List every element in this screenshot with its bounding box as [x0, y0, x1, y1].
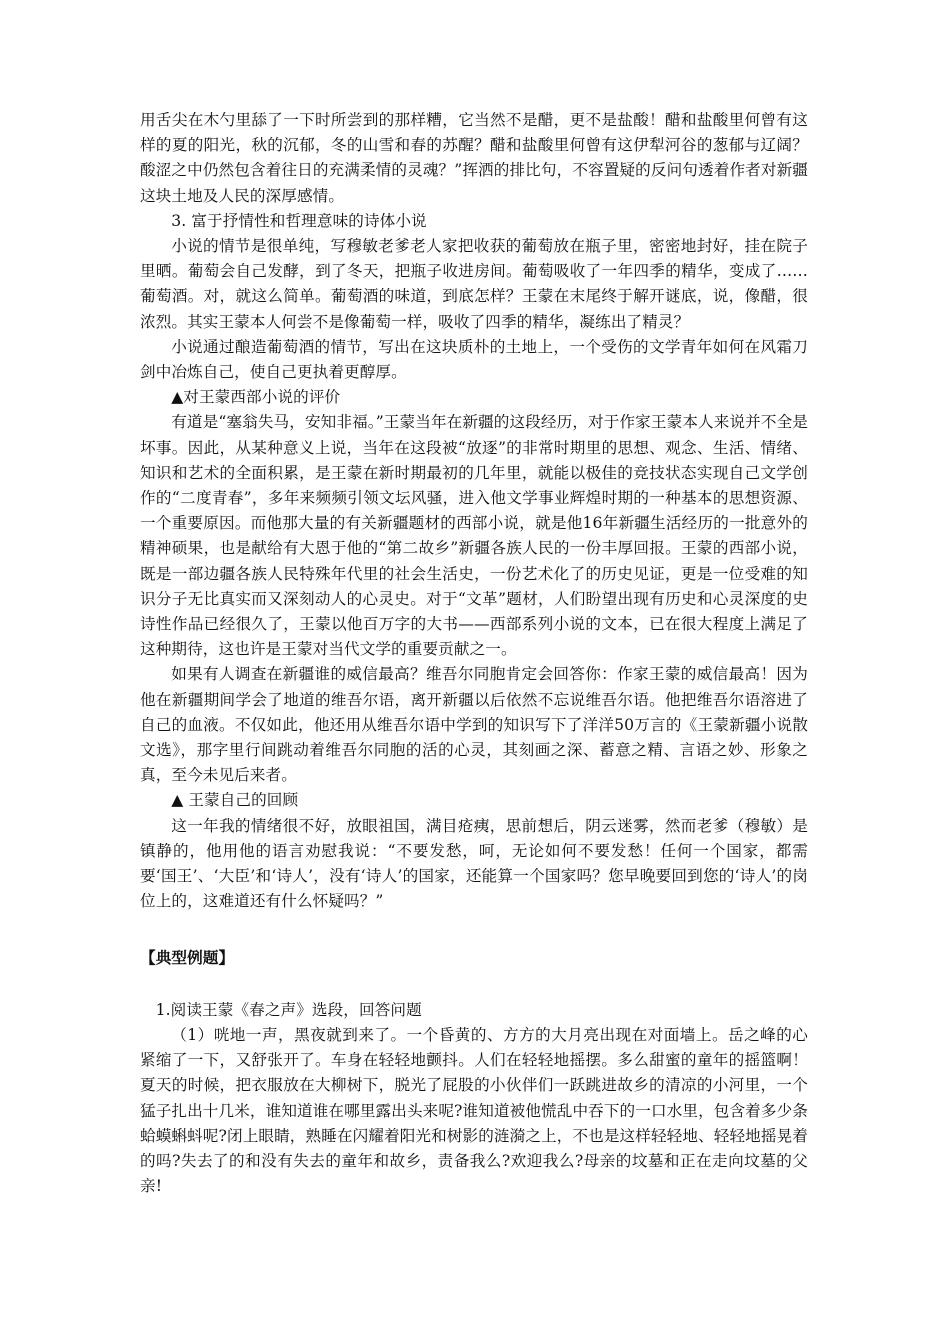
paragraph-plot: 小说的情节是很单纯，写穆敏老爹老人家把收获的葡萄放在瓶子里，密密地封好，挂在院子里晒。葡萄会自己发酵，到了冬天，把瓶子收进房间。葡萄吸收了一年四季的精华，变成了……葡萄酒。对，就这么简单。葡萄酒的味道，到底怎样？王蒙在末尾终于解开谜底，说，像醋，很浓烈。其实王蒙本人何尝不是像葡萄一样，吸收了四季的精华，凝练出了精灵？	[140, 237, 808, 331]
section-title-examples: 【典型例题】	[140, 947, 235, 967]
question-1-title: 1.阅读王蒙《春之声》选段，回答问题	[155, 1000, 422, 1019]
paragraph-review: 这一年我的情绪很不好，放眼祖国，满目疮痍，思前想后，阴云迷雾，然而老爹（穆敏）是镇静的，他用他的语言劝慰我说：“不要发愁，呵，无论如何不要发愁！任何一个国家，都需要‘国王’、‘大臣’和‘诗人’，没有‘诗人’的国家，还能算一个国家吗？您早晚要回到您的‘诗人’的岗位上的，这难道还有什么怀疑吗？”	[140, 816, 808, 911]
paragraph-theme: 小说通过酿造葡萄酒的情节，写出在这块质朴的土地上，一个受伤的文学青年如何在风霜刀剑中冶炼自己，使自己更执着更醇厚。	[140, 337, 808, 382]
paragraph-evaluation: 有道是“塞翁失马，安知非福。”王蒙当年在新疆的这段经历，对于作家王蒙本人来说并不全是坏事。因此，从某种意义上说，当年在这段被“放逐”的非常时期里的思想、观念、生活、情绪、知识和艺术的全面积累，是王蒙在新时期最初的几年里，就能以极佳的竞技状态实现自己文学创作的“二度青春”，多年来频频引领文坛风骚，进入他文学事业辉煌时期的一种基本的思想资源、一个重要原因。而他那大量的有关新疆题材的西部小说，就是他16年新疆生活经历的一批意外的精神硕果，也是献给有大恩于他的“第二故乡”新疆各族人民的一份丰厚回报。王蒙的西部小说，既是一部边疆各族人民特殊年代里的社会生活史，一份艺术化了的历史见证，更是一位受难的知识分子无比真实而又深刻动人的心灵史。对于“文革”题材，人们盼望出现有历史和心灵深度的史诗性作品已经很久了，王蒙以他百万字的大书——西部系列小说的文本，已在很大程度上满足了这种期待，这也许是王蒙对当代文学的重要贡献之一。	[140, 413, 808, 659]
paragraph-continuation: 用舌尖在木勺里舔了一下时所尝到的那样糟，它当然不是醋，更不是盐酸！醋和盐酸里何曾有这样的夏的阳光，秋的沉郁，冬的山雪和春的苏醒？醋和盐酸里何曾有这伊犁河谷的葱郁与辽阔？酸涩之中仍然包含着往日的充满柔情的灵魂？”挥洒的排比句，不容置疑的反问句透着作者对新疆这块土地及人民的深厚感情。	[140, 111, 808, 205]
subheading-evaluation: ▲对王蒙西部小说的评价	[171, 388, 341, 407]
subheading-review: ▲ 王蒙自己的回顾	[171, 791, 299, 810]
subheading-poetic-novel: 3. 富于抒情性和哲理意味的诗体小说	[171, 211, 427, 230]
document-page	[140, 108, 808, 1199]
paragraph-prestige: 如果有人调查在新疆谁的威信最高？维吾尔同胞肯定会回答你：作家王蒙的威信最高！因为他在新疆期间学会了地道的维吾尔语，离开新疆以后依然不忘说维吾尔语。他把维吾尔语溶进了自己的血液。不仅如此，他还用从维吾尔语中学到的知识写下了洋洋50万言的《王蒙新疆小说散文选》，那字里行间跳动着维吾尔同胞的活的心灵，其刻画之深、蓄意之精、言语之妙、形象之真，至今未见后来者。	[140, 665, 808, 785]
question-1-passage: （1）咣地一声，黑夜就到来了。一个昏黄的、方方的大月亮出现在对面墙上。岳之峰的心紧缩了一下，又舒张开了。车身在轻轻地颤抖。人们在轻轻地摇摆。多么甜蜜的童年的摇篮啊！夏天的时候，把衣服放在大柳树下，脱光了屁股的小伙伴们一跃跳进故乡的清凉的小河里，一个猛子扎出十几米，谁知道谁在哪里露出头来呢?谁知道被他慌乱中吞下的一口水里，包含着多少条蛤蟆蝌蚪呢?闭上眼睛，熟睡在闪耀着阳光和树影的涟漪之上，不也是这样轻轻地、轻轻地摇晃着的吗?失去了的和没有失去的童年和故乡，责备我么?欢迎我么?母亲的坟墓和正在走向坟墓的父亲!	[140, 1025, 808, 1196]
